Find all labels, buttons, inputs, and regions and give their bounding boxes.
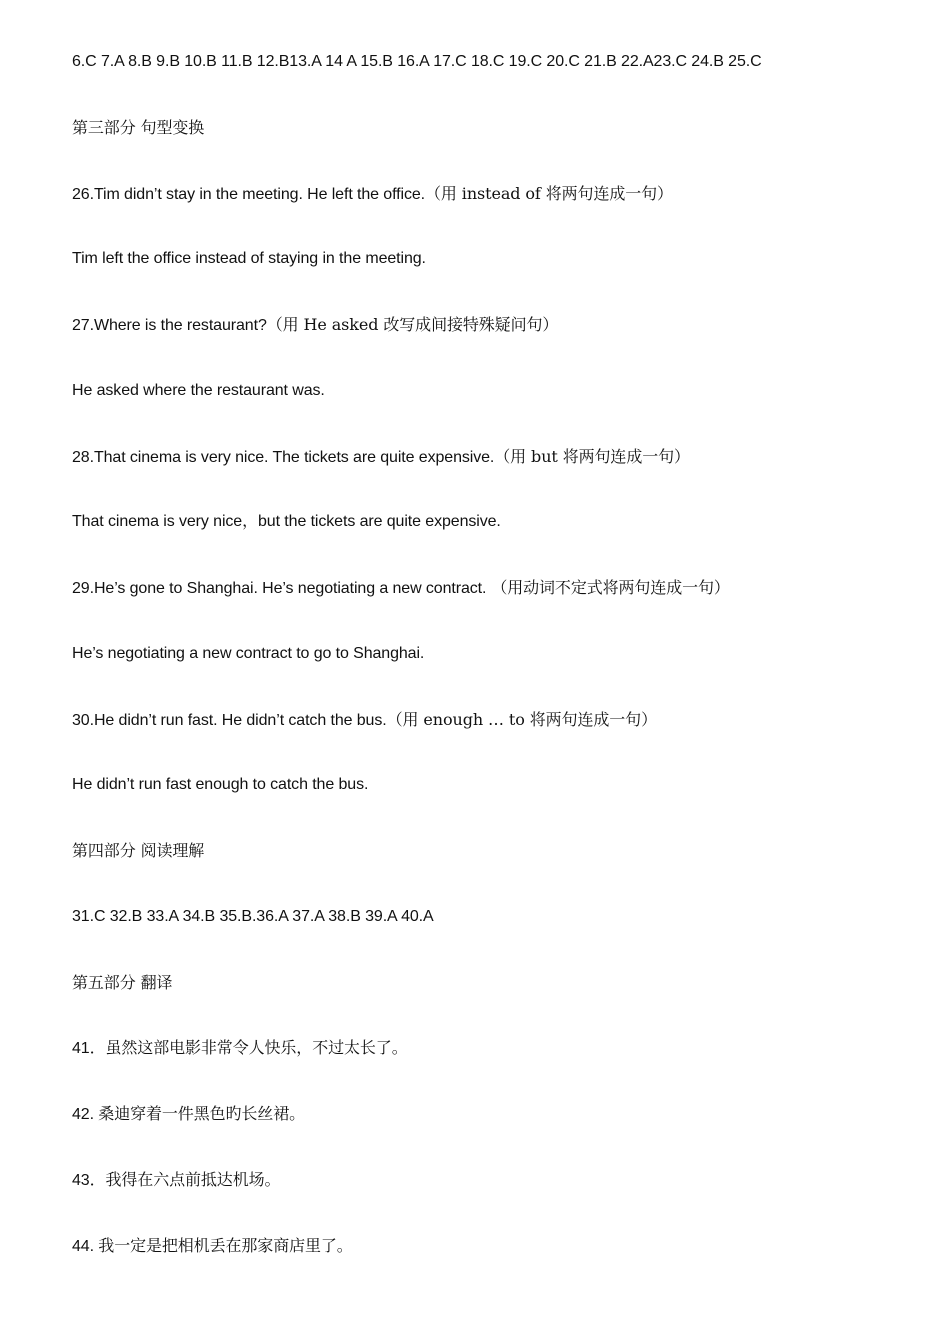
translation-41 <box>72 1037 408 1060</box>
question-29-text: 29.He’s gone to Shanghai. He’s negotiating a new contract. <box>72 580 487 597</box>
translation-44 <box>72 1235 353 1258</box>
part4-heading: 第四部分 阅读理解 <box>72 841 205 860</box>
translation-42-number: 42. <box>72 1106 99 1123</box>
answer-29: He’s negotiating a new contract to go to Shanghai. <box>72 645 425 662</box>
question-28-instruction: （用 but 将两句连成一句） <box>494 447 690 466</box>
question-27 <box>72 314 558 337</box>
translation-43-text: 我得在六点前抵达机场。 <box>105 1170 281 1189</box>
answer-30: He didn’t run fast enough to catch the bus. <box>72 776 369 793</box>
question-28-text: 28.That cinema is very nice. The tickets are quite expensive. <box>72 449 495 466</box>
question-29-instruction: （用动词不定式将两句连成一句） <box>486 578 730 597</box>
question-29 <box>72 577 730 600</box>
answer-26: Tim left the office instead of staying in the meeting. <box>72 250 426 267</box>
part3-heading: 第三部分 句型变换 <box>72 118 205 137</box>
question-26-text: 26.Tim didn’t stay in the meeting. He left the office. <box>72 186 426 203</box>
translation-42-text: 桑迪穿着一件黑色旳长丝裙。 <box>98 1104 305 1123</box>
translation-41-number: 41． <box>72 1040 106 1057</box>
question-27-text: 27.Where is the restaurant? <box>72 317 267 334</box>
question-27-instruction: （用 He asked 改写成间接特殊疑问句） <box>266 315 559 334</box>
question-26 <box>72 183 673 206</box>
question-30 <box>72 709 657 732</box>
translation-44-number: 44. <box>72 1238 99 1255</box>
part4-answer-key: 31.C 32.B 33.A 34.B 35.B.36.A 37.A 38.B 39.A 40.A <box>72 908 434 925</box>
question-30-instruction: （用 enough … to 将两句连成一句） <box>386 710 657 729</box>
answer-27: He asked where the restaurant was. <box>72 382 325 399</box>
question-30-text: 30.He didn’t run fast. He didn’t catch the bus. <box>72 712 387 729</box>
translation-42 <box>72 1103 305 1126</box>
part5-heading: 第五部分 翻译 <box>72 973 173 992</box>
question-26-instruction: （用 instead of 将两句连成一句） <box>425 184 673 203</box>
part2-answer-key: 6.C 7.A 8.B 9.B 10.B 11.B 12.B13.A 14 A 15.B 16.A 17.C 18.C 19.C 20.C 21.B 22.A23.C 24.B 25.C <box>72 53 762 70</box>
answer-28: That cinema is very nice，but the tickets are quite expensive. <box>72 513 501 530</box>
translation-43-number: 43． <box>72 1172 106 1189</box>
question-28 <box>72 446 690 469</box>
translation-44-text: 我一定是把相机丢在那家商店里了。 <box>98 1236 353 1255</box>
translation-43 <box>72 1169 280 1192</box>
translation-41-text: 虽然这部电影非常令人快乐，不过太长了。 <box>105 1038 408 1057</box>
